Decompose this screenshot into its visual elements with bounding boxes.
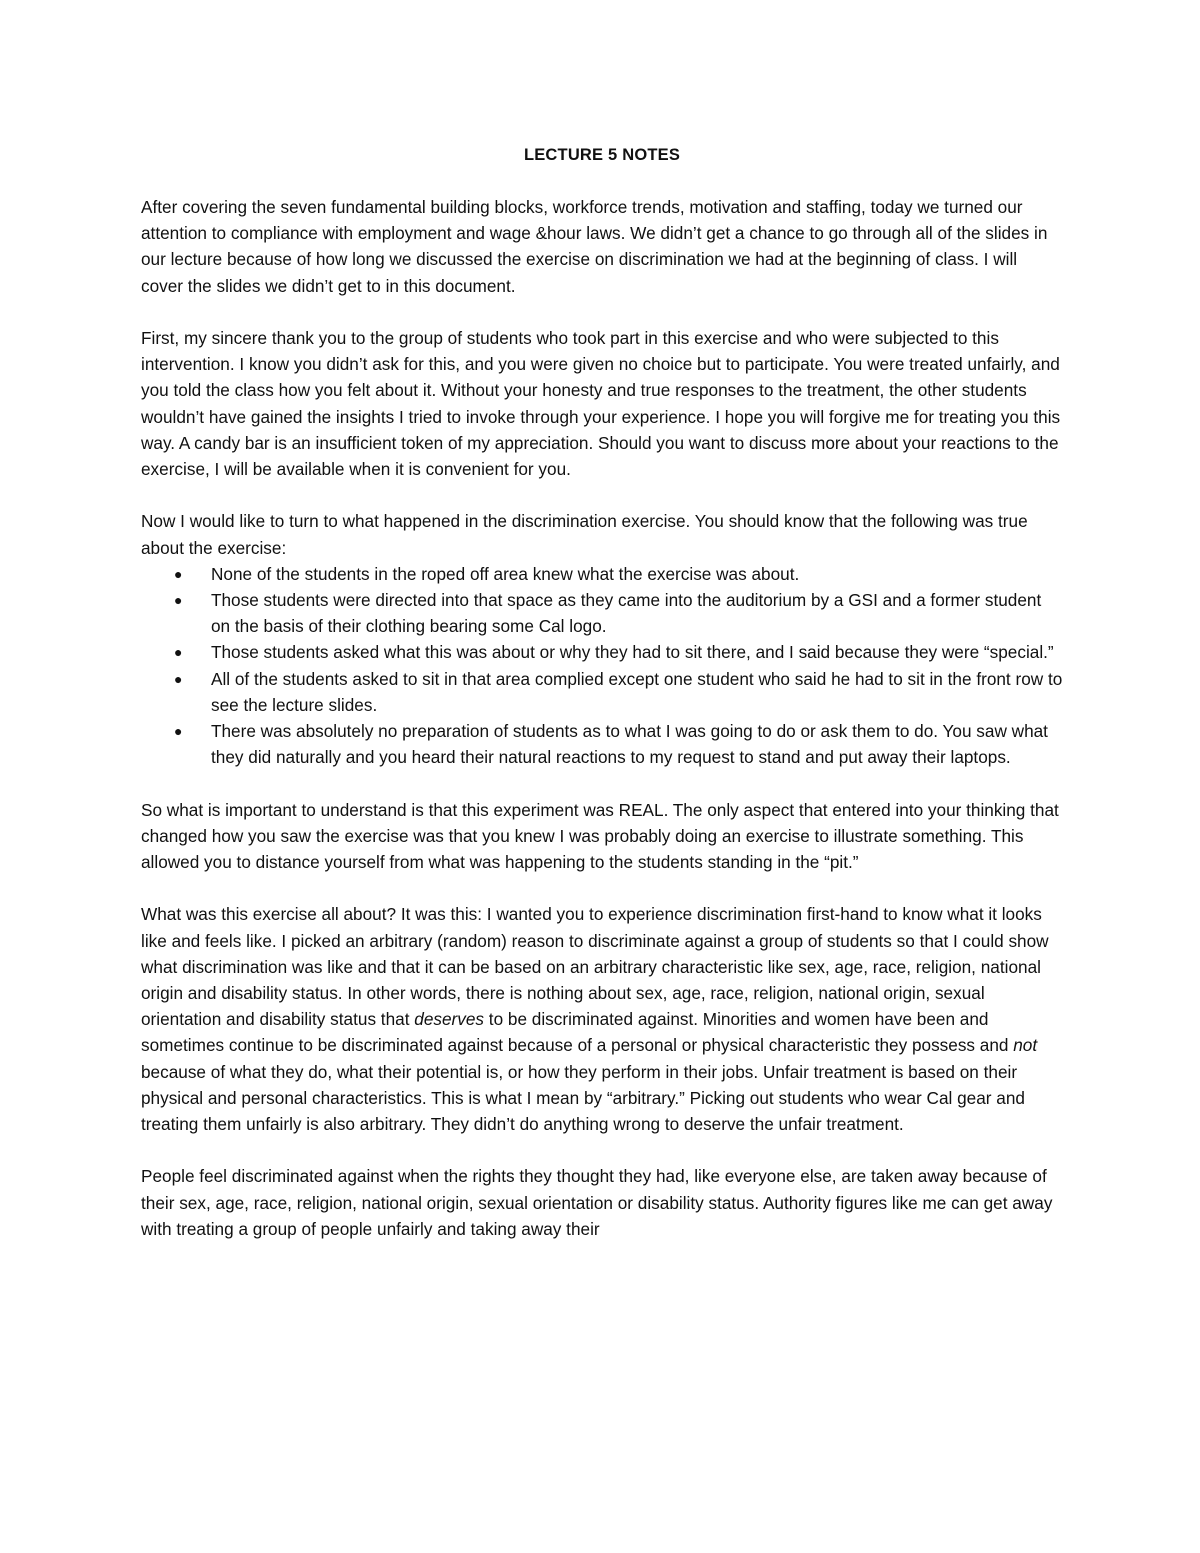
list-item-text: All of the students asked to sit in that area complied except one student who said he had to sit in the front row to see the lecture slides. bbox=[211, 668, 1063, 715]
list-item bbox=[141, 718, 1063, 770]
paragraph-rights: People feel discriminated against when the rights they thought they had, like everyone else, are taken away because of their sex, age, race, religion, national origin, sexual orientation or disability status. Authority figures like me can get away with treating a group of people unfairly and taking away their bbox=[141, 1166, 1053, 1239]
paragraph-exercise-facts: Now I would like to turn to what happened in the discrimination exercise. You should know that the following was true about the exercise: bbox=[141, 511, 1028, 558]
document-body bbox=[141, 142, 1063, 1268]
paragraph-experiment-real: So what is important to understand is that this experiment was REAL. The only aspect that entered into your thinking that changed how you saw the exercise was that you knew I was probably doing an exercise to illustrate something. This allowed you to distance yourself from what was happening to the students standing in the “pit.” bbox=[141, 799, 1059, 873]
bullet-icon: ● bbox=[174, 670, 183, 687]
text-run: to be discriminated against. Minorities and women have been and sometimes continue to be discriminated against because of a personal or physical characteristic they possess and bbox=[141, 1009, 1014, 1056]
list-item bbox=[141, 666, 1063, 718]
list-item-text: Those students were directed into that space as they came into the auditorium by a GSI and a former student on the basis of their clothing bearing some Cal logo. bbox=[211, 590, 1042, 637]
list-item-text: Those students asked what this was about or why they had to sit there, and I said because they were “special.” bbox=[211, 642, 1054, 663]
bullet-icon: ● bbox=[174, 723, 183, 740]
exercise-facts-list bbox=[141, 561, 1063, 771]
list-item bbox=[141, 587, 1063, 639]
bullet-icon: ● bbox=[174, 565, 183, 582]
text-run: because of what they do, what their potential is, or how they perform in their jobs. Unfair treatment is based on their physical and personal characteristics. This is what I mean by “arbitrary.” Picking out students who wear Cal gear and treating them unfairly is also arbitrary. They didn’t do anything wrong to deserve the unfair treatment. bbox=[141, 1061, 1025, 1135]
document-title: LECTURE 5 NOTES bbox=[523, 146, 681, 164]
italic-text: deserves bbox=[414, 1009, 485, 1030]
paragraph-exercise-purpose bbox=[141, 901, 1063, 1137]
paragraph-intro: After covering the seven fundamental building blocks, workforce trends, motivation and staffing, today we turned our attention to compliance with employment and wage &hour laws. We didn’t get a chance to go through all of the slides in our lecture because of how long we discussed the exercise on discrimination we had at the beginning of class. I will cover the slides we didn’t get to in this document. bbox=[141, 197, 1048, 296]
list-item-text: None of the students in the roped off area knew what the exercise was about. bbox=[211, 563, 800, 584]
list-item bbox=[141, 561, 1063, 587]
bullet-icon: ● bbox=[174, 592, 183, 609]
text-run: What was this exercise all about? It was this: I wanted you to experience discrimination first-hand to know what it looks like and feels like. I picked an arbitrary (random) reason to discriminate against a group of students so that I could show what discrimination was like and that it can be based on an arbitrary characteristic like sex, age, race, religion, national origin and disability status. In other words, there is nothing about sex, age, race, religion, national origin, sexual orientation and disability status that bbox=[141, 904, 1049, 1030]
list-item bbox=[141, 639, 1063, 665]
bullet-icon: ● bbox=[174, 644, 183, 661]
list-item-text: There was absolutely no preparation of students as to what I was going to do or ask them to do. You saw what they did naturally and you heard their natural reactions to my request to stand and put away their laptops. bbox=[211, 721, 1048, 768]
italic-text: not bbox=[1013, 1035, 1038, 1056]
paragraph-thanks: First, my sincere thank you to the group of students who took part in this exercise and who were subjected to this intervention. I know you didn’t ask for this, and you were given no choice but to participate. You were treated unfairly, and you told the class how you felt about it. Without your honesty and true responses to the treatment, the other students wouldn’t have gained the insights I tried to invoke through your experience. I hope you will forgive me for treating you this way. A candy bar is an insufficient token of my appreciation. Should you want to discuss more about your reactions to the exercise, I will be available when it is convenient for you. bbox=[141, 328, 1061, 480]
